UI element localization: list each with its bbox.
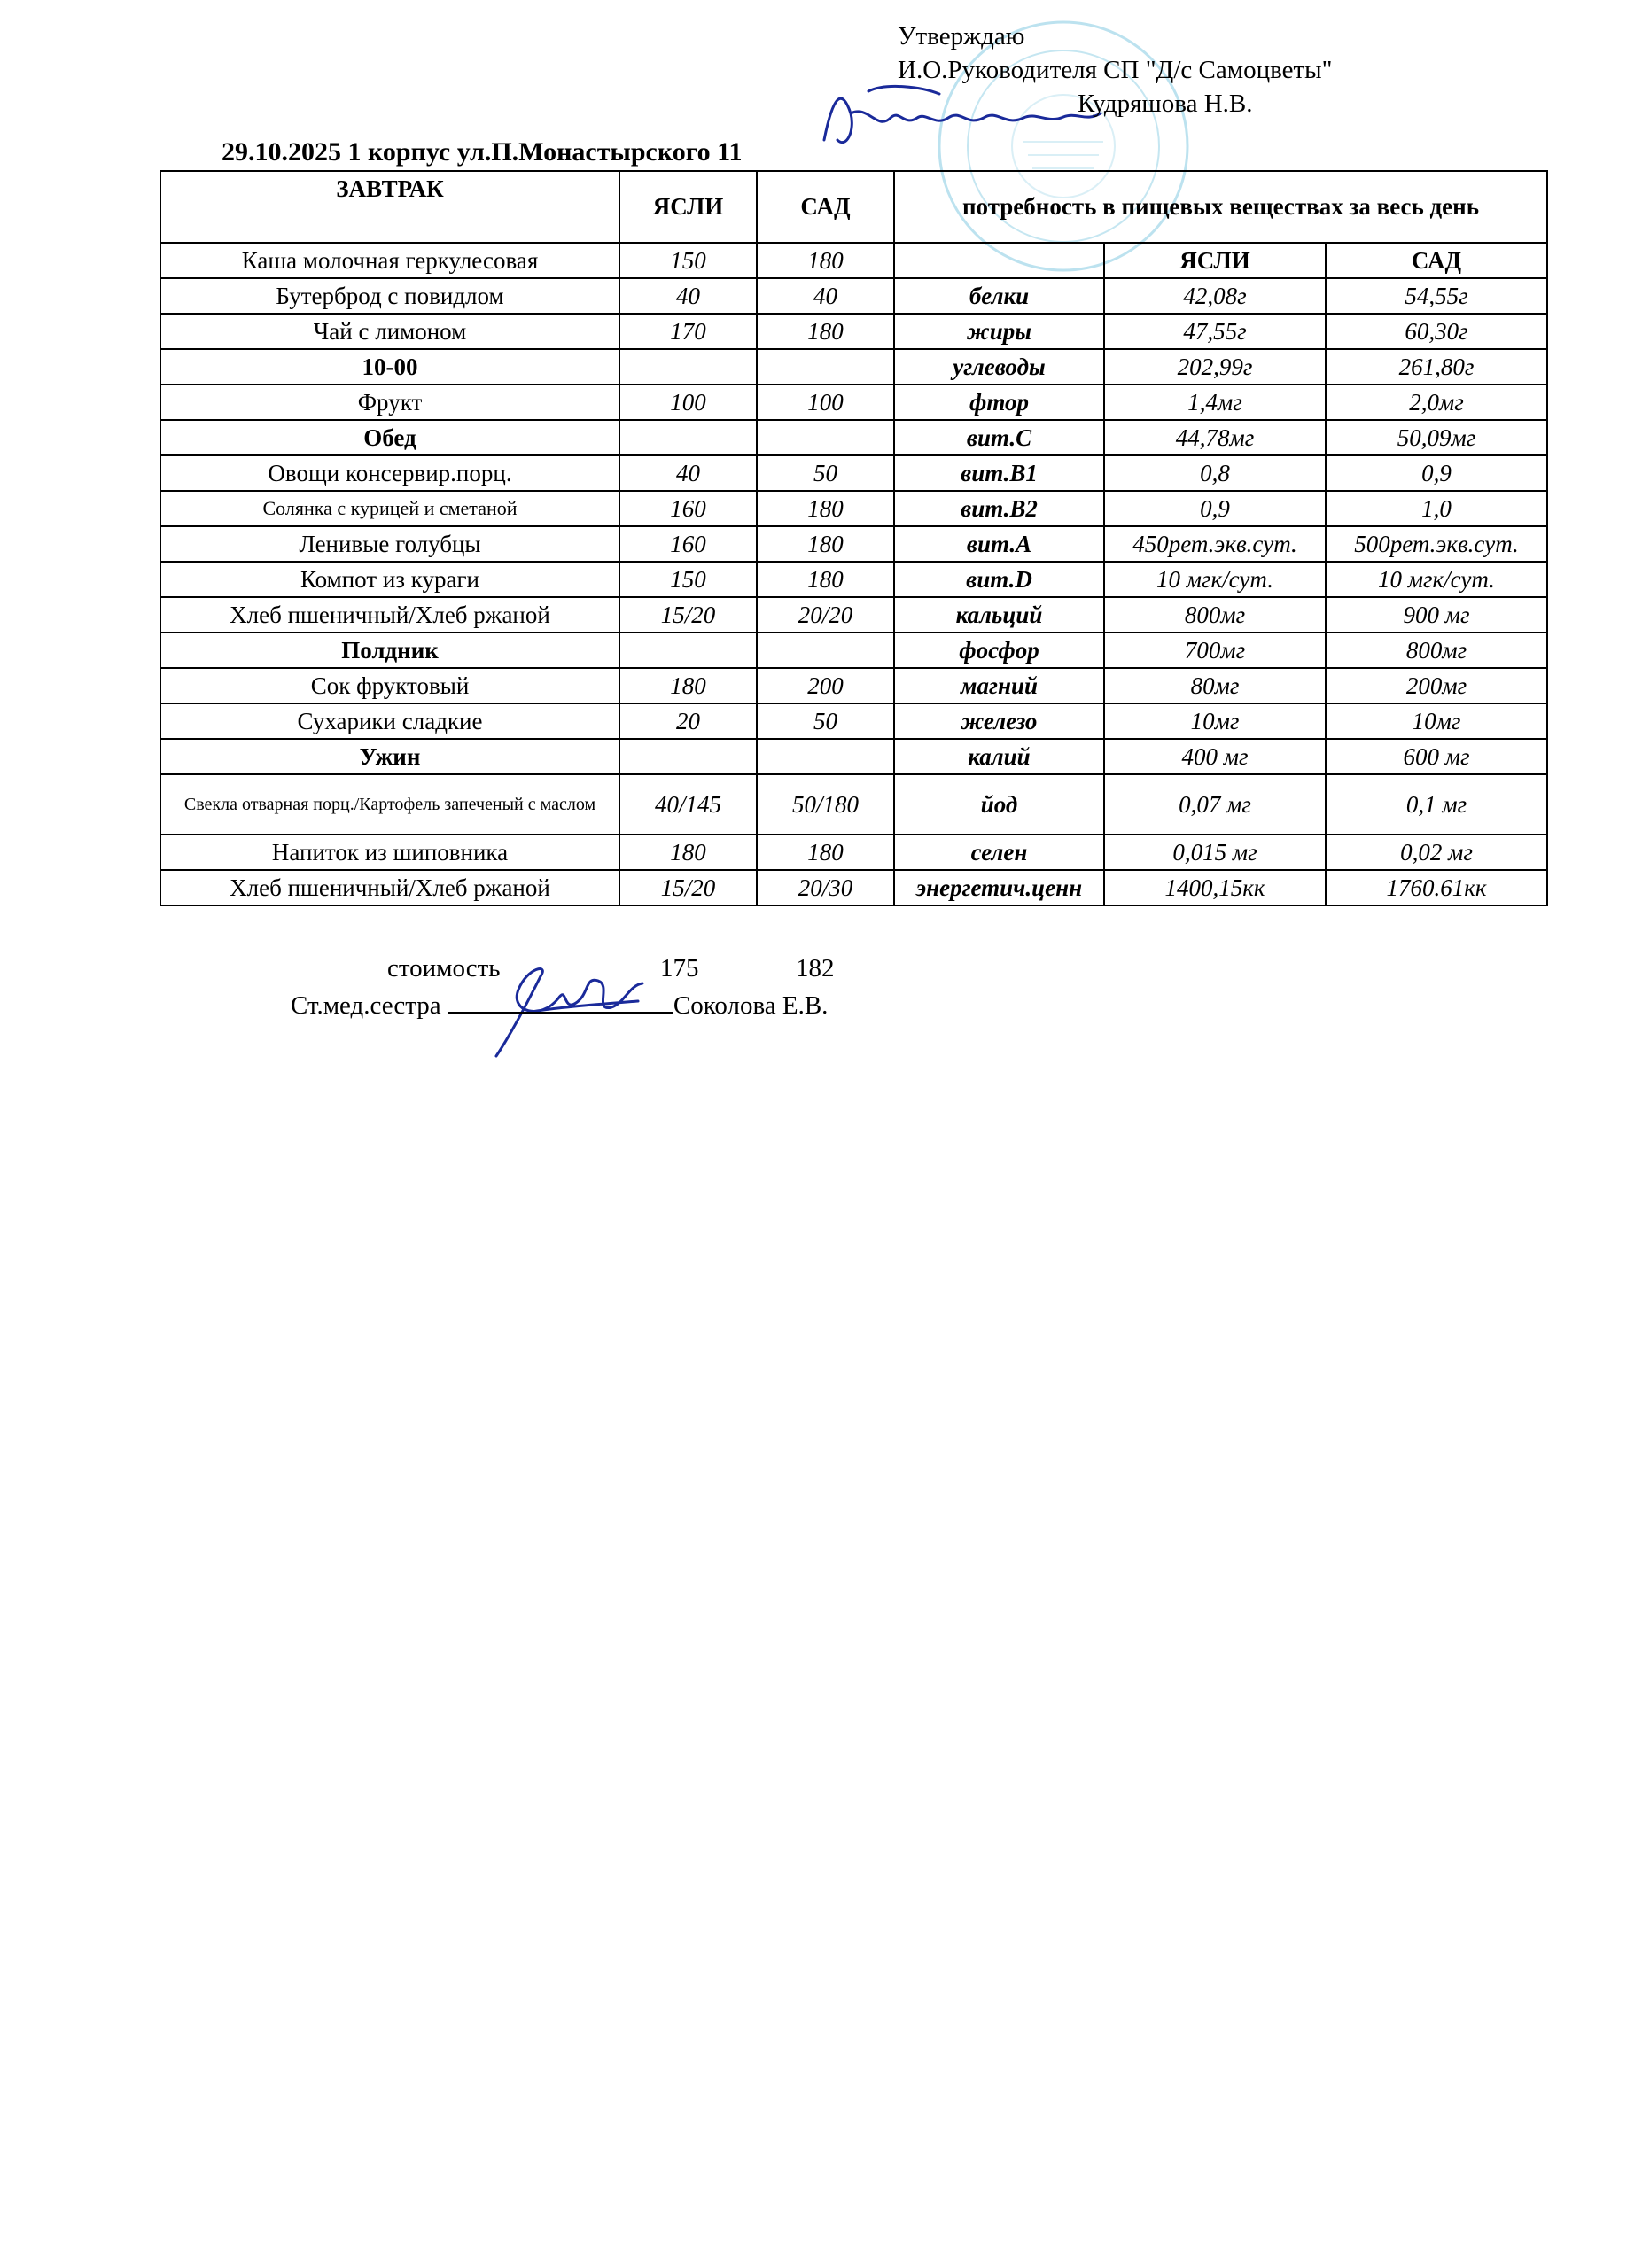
dish-cell: Сухарики сладкие (160, 703, 619, 739)
nursery-portion-cell: 40 (619, 278, 757, 314)
nursery-portion-cell: 170 (619, 314, 757, 349)
nutrient-cell: селен (894, 835, 1104, 870)
nutrient-cell: углеводы (894, 349, 1104, 384)
nutrient-nursery-cell: 450рет.экв.сут. (1104, 526, 1326, 562)
menu-table (160, 170, 1548, 906)
nutrient-garden-cell: 261,80г (1326, 349, 1547, 384)
nutrient-nursery-cell: 47,55г (1104, 314, 1326, 349)
nutrient-garden-cell: САД (1326, 243, 1547, 278)
nutrient-nursery-cell: 400 мг (1104, 739, 1326, 774)
approval-position: И.О.Руководителя СП "Д/с Самоцветы" (898, 56, 1333, 84)
garden-portion-cell: 180 (757, 835, 894, 870)
dish-cell: Фрукт (160, 384, 619, 420)
table-row (160, 739, 1547, 774)
nutrient-garden-cell: 800мг (1326, 633, 1547, 668)
nutrient-cell: магний (894, 668, 1104, 703)
table-row (160, 774, 1547, 835)
cost-nursery: 175 (660, 954, 699, 983)
nutrient-nursery-cell: 0,9 (1104, 491, 1326, 526)
nurse-name: Соколова Е.В. (673, 991, 829, 1020)
nursery-portion-cell: 180 (619, 668, 757, 703)
dish-cell: Каша молочная геркулесовая (160, 243, 619, 278)
table-row (160, 703, 1547, 739)
nursery-portion-cell: 100 (619, 384, 757, 420)
nutrient-nursery-cell: 44,78мг (1104, 420, 1326, 455)
nursery-portion-cell: 20 (619, 703, 757, 739)
garden-portion-cell (757, 420, 894, 455)
dish-cell: Хлеб пшеничный/Хлеб ржаной (160, 870, 619, 905)
approval-name: Кудряшова Н.В. (1078, 89, 1253, 118)
nutrient-nursery-cell: 202,99г (1104, 349, 1326, 384)
table-row (160, 491, 1547, 526)
garden-portion-cell: 20/30 (757, 870, 894, 905)
dish-cell: Овощи консервир.порц. (160, 455, 619, 491)
nutrient-cell: вит.В2 (894, 491, 1104, 526)
garden-portion-cell (757, 633, 894, 668)
nutrient-garden-cell: 1760.61кк (1326, 870, 1547, 905)
nursery-portion-cell: 15/20 (619, 597, 757, 633)
nutrient-garden-cell: 10 мгк/сут. (1326, 562, 1547, 597)
nutrient-garden-cell: 1,0 (1326, 491, 1547, 526)
nursery-portion-cell: 15/20 (619, 870, 757, 905)
table-row (160, 420, 1547, 455)
table-row (160, 562, 1547, 597)
dish-cell: Сок фруктовый (160, 668, 619, 703)
nursery-portion-cell: 180 (619, 835, 757, 870)
nutrient-cell: энергетич.ценн (894, 870, 1104, 905)
nutrient-nursery-cell: 42,08г (1104, 278, 1326, 314)
nutrient-nursery-cell: 0,07 мг (1104, 774, 1326, 835)
nursery-portion-cell (619, 633, 757, 668)
nursery-portion-cell (619, 420, 757, 455)
garden-portion-cell: 50 (757, 703, 894, 739)
nutrient-nursery-cell: 700мг (1104, 633, 1326, 668)
nutrient-nursery-cell: 80мг (1104, 668, 1326, 703)
approval-title: Утверждаю (898, 22, 1025, 50)
header-garden: САД (757, 171, 894, 243)
nutrient-nursery-cell: ЯСЛИ (1104, 243, 1326, 278)
nutrient-cell: кальций (894, 597, 1104, 633)
table-row (160, 870, 1547, 905)
dish-cell: Ленивые голубцы (160, 526, 619, 562)
nutrient-nursery-cell: 1,4мг (1104, 384, 1326, 420)
cost-garden: 182 (796, 954, 835, 983)
dish-cell: 10-00 (160, 349, 619, 384)
nursery-portion-cell: 40 (619, 455, 757, 491)
table-row (160, 835, 1547, 870)
table-row (160, 668, 1547, 703)
header-nursery: ЯСЛИ (619, 171, 757, 243)
garden-portion-cell: 180 (757, 314, 894, 349)
garden-portion-cell: 180 (757, 491, 894, 526)
garden-portion-cell: 180 (757, 526, 894, 562)
garden-portion-cell: 50 (757, 455, 894, 491)
nutrient-garden-cell: 900 мг (1326, 597, 1547, 633)
dish-cell: Солянка с курицей и сметаной (160, 491, 619, 526)
nutrient-garden-cell: 0,1 мг (1326, 774, 1547, 835)
dish-cell: Ужин (160, 739, 619, 774)
nutrient-nursery-cell: 0,8 (1104, 455, 1326, 491)
table-row (160, 597, 1547, 633)
nutrient-nursery-cell: 800мг (1104, 597, 1326, 633)
nursery-portion-cell: 160 (619, 491, 757, 526)
garden-portion-cell: 180 (757, 562, 894, 597)
nutrient-garden-cell: 60,30г (1326, 314, 1547, 349)
table-row (160, 278, 1547, 314)
nursery-portion-cell: 150 (619, 562, 757, 597)
nutrient-nursery-cell: 10 мгк/сут. (1104, 562, 1326, 597)
dish-cell: Бутерброд с повидлом (160, 278, 619, 314)
page-title: 29.10.2025 1 корпус ул.П.Монастырского 11 (222, 137, 743, 167)
table-row (160, 349, 1547, 384)
garden-portion-cell: 180 (757, 243, 894, 278)
garden-portion-cell: 50/180 (757, 774, 894, 835)
garden-portion-cell: 100 (757, 384, 894, 420)
table-row (160, 633, 1547, 668)
garden-portion-cell (757, 349, 894, 384)
nutrient-garden-cell: 50,09мг (1326, 420, 1547, 455)
garden-portion-cell (757, 739, 894, 774)
nutrient-cell: железо (894, 703, 1104, 739)
cost-label: стоимость (387, 954, 501, 983)
nursery-portion-cell: 40/145 (619, 774, 757, 835)
nutrient-nursery-cell: 1400,15кк (1104, 870, 1326, 905)
nutrient-garden-cell: 0,9 (1326, 455, 1547, 491)
garden-portion-cell: 20/20 (757, 597, 894, 633)
nutrient-cell: вит.С (894, 420, 1104, 455)
nutrient-cell (894, 243, 1104, 278)
table-row (160, 243, 1547, 278)
nutrient-nursery-cell: 0,015 мг (1104, 835, 1326, 870)
nutrient-cell: фосфор (894, 633, 1104, 668)
nutrient-cell: йод (894, 774, 1104, 835)
nutrient-garden-cell: 2,0мг (1326, 384, 1547, 420)
nursery-portion-cell: 160 (619, 526, 757, 562)
nutrient-garden-cell: 200мг (1326, 668, 1547, 703)
dish-cell: Полдник (160, 633, 619, 668)
nursery-portion-cell: 150 (619, 243, 757, 278)
garden-portion-cell: 200 (757, 668, 894, 703)
nutrient-cell: белки (894, 278, 1104, 314)
table-row (160, 455, 1547, 491)
table-row (160, 314, 1547, 349)
nutrient-garden-cell: 10мг (1326, 703, 1547, 739)
dish-cell: Свекла отварная порц./Картофель запеченый с маслом (160, 774, 619, 835)
dish-cell: Компот из кураги (160, 562, 619, 597)
nutrient-garden-cell: 0,02 мг (1326, 835, 1547, 870)
table-header-row (160, 171, 1547, 243)
nutrient-cell: жиры (894, 314, 1104, 349)
nutrient-cell: вит.А (894, 526, 1104, 562)
dish-cell: Напиток из шиповника (160, 835, 619, 870)
nutrient-cell: вит.D (894, 562, 1104, 597)
nutrient-cell: вит.В1 (894, 455, 1104, 491)
dish-cell: Хлеб пшеничный/Хлеб ржаной (160, 597, 619, 633)
nutrient-garden-cell: 500рет.экв.сут. (1326, 526, 1547, 562)
nutrient-cell: фтор (894, 384, 1104, 420)
approval-block (898, 19, 1332, 120)
nursery-portion-cell (619, 349, 757, 384)
nurse-signature-line (291, 990, 828, 1021)
dish-cell: Чай с лимоном (160, 314, 619, 349)
nurse-title: Ст.мед.сестра (291, 991, 441, 1020)
nutrient-cell: калий (894, 739, 1104, 774)
table-row (160, 526, 1547, 562)
table-row (160, 384, 1547, 420)
header-meal: ЗАВТРАК (160, 171, 619, 243)
dish-cell: Обед (160, 420, 619, 455)
nutrient-garden-cell: 600 мг (1326, 739, 1547, 774)
header-needs: потребность в пищевых веществах за весь день (894, 171, 1547, 243)
signature-blank (448, 990, 673, 1014)
nutrient-garden-cell: 54,55г (1326, 278, 1547, 314)
nursery-portion-cell (619, 739, 757, 774)
garden-portion-cell: 40 (757, 278, 894, 314)
nutrient-nursery-cell: 10мг (1104, 703, 1326, 739)
